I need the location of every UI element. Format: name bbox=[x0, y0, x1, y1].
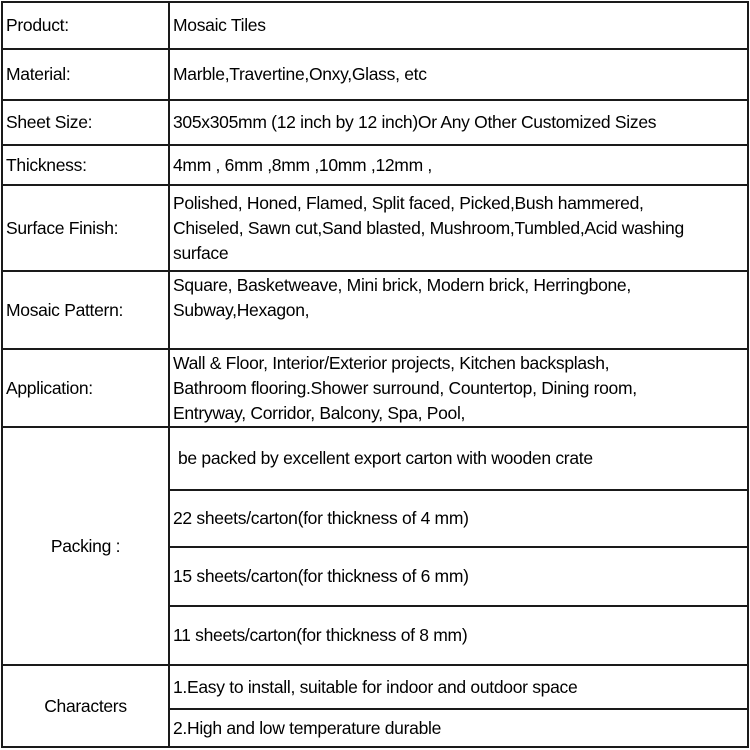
row-product bbox=[2, 2, 748, 49]
thickness-value: 4mm , 6mm ,8mm ,10mm ,12mm , bbox=[169, 145, 748, 185]
row-characters bbox=[2, 665, 748, 709]
product-value: Mosaic Tiles bbox=[169, 2, 748, 49]
characters-value: 2.High and low temperature durable bbox=[169, 709, 748, 747]
mosaic-pattern-value bbox=[169, 271, 748, 349]
application-label: Application: bbox=[2, 349, 169, 427]
product-spec-table bbox=[1, 1, 749, 748]
row-mosaic-pattern bbox=[2, 271, 748, 349]
application-line: Wall & Floor, Interior/Exterior projects, Kitchen backsplash, bbox=[173, 352, 610, 373]
surface-finish-value bbox=[169, 185, 748, 271]
surface-finish-label: Surface Finish: bbox=[2, 185, 169, 271]
application-value bbox=[169, 349, 748, 427]
thickness-label: Thickness: bbox=[2, 145, 169, 185]
characters-value: 1.Easy to install, suitable for indoor and outdoor space bbox=[169, 665, 748, 709]
product-label: Product: bbox=[2, 2, 169, 49]
application-line: Entryway, Corridor, Balcony, Spa, Pool, bbox=[173, 402, 466, 423]
mosaic-pattern-line: Square, Basketweave, Mini brick, Modern brick, Herringbone, bbox=[173, 275, 631, 295]
row-sheet-size bbox=[2, 100, 748, 145]
row-thickness bbox=[2, 145, 748, 185]
packing-value: 15 sheets/carton(for thickness of 6 mm) bbox=[169, 547, 748, 606]
characters-label: Characters bbox=[2, 665, 169, 747]
row-packing bbox=[2, 427, 748, 490]
row-surface-finish bbox=[2, 185, 748, 271]
packing-value: be packed by excellent export carton with wooden crate bbox=[169, 427, 748, 490]
row-material bbox=[2, 49, 748, 100]
material-value: Marble,Travertine,Onxy,Glass, etc bbox=[169, 49, 748, 100]
material-label: Material: bbox=[2, 49, 169, 100]
mosaic-pattern-line: Subway,Hexagon, bbox=[173, 300, 310, 320]
packing-value: 22 sheets/carton(for thickness of 4 mm) bbox=[169, 490, 748, 547]
row-application bbox=[2, 349, 748, 427]
surface-finish-line: Polished, Honed, Flamed, Split faced, Picked,Bush hammered, bbox=[173, 192, 644, 213]
packing-value: 11 sheets/carton(for thickness of 8 mm) bbox=[169, 606, 748, 665]
mosaic-pattern-label: Mosaic Pattern: bbox=[2, 271, 169, 349]
surface-finish-line: surface bbox=[173, 242, 229, 263]
surface-finish-line: Chiseled, Sawn cut,Sand blasted, Mushroom,Tumbled,Acid washing bbox=[173, 217, 684, 238]
application-line: Bathroom flooring.Shower surround, Countertop, Dining room, bbox=[173, 377, 637, 398]
sheet-size-label: Sheet Size: bbox=[2, 100, 169, 145]
packing-label: Packing : bbox=[2, 427, 169, 665]
sheet-size-value: 305x305mm (12 inch by 12 inch)Or Any Other Customized Sizes bbox=[169, 100, 748, 145]
